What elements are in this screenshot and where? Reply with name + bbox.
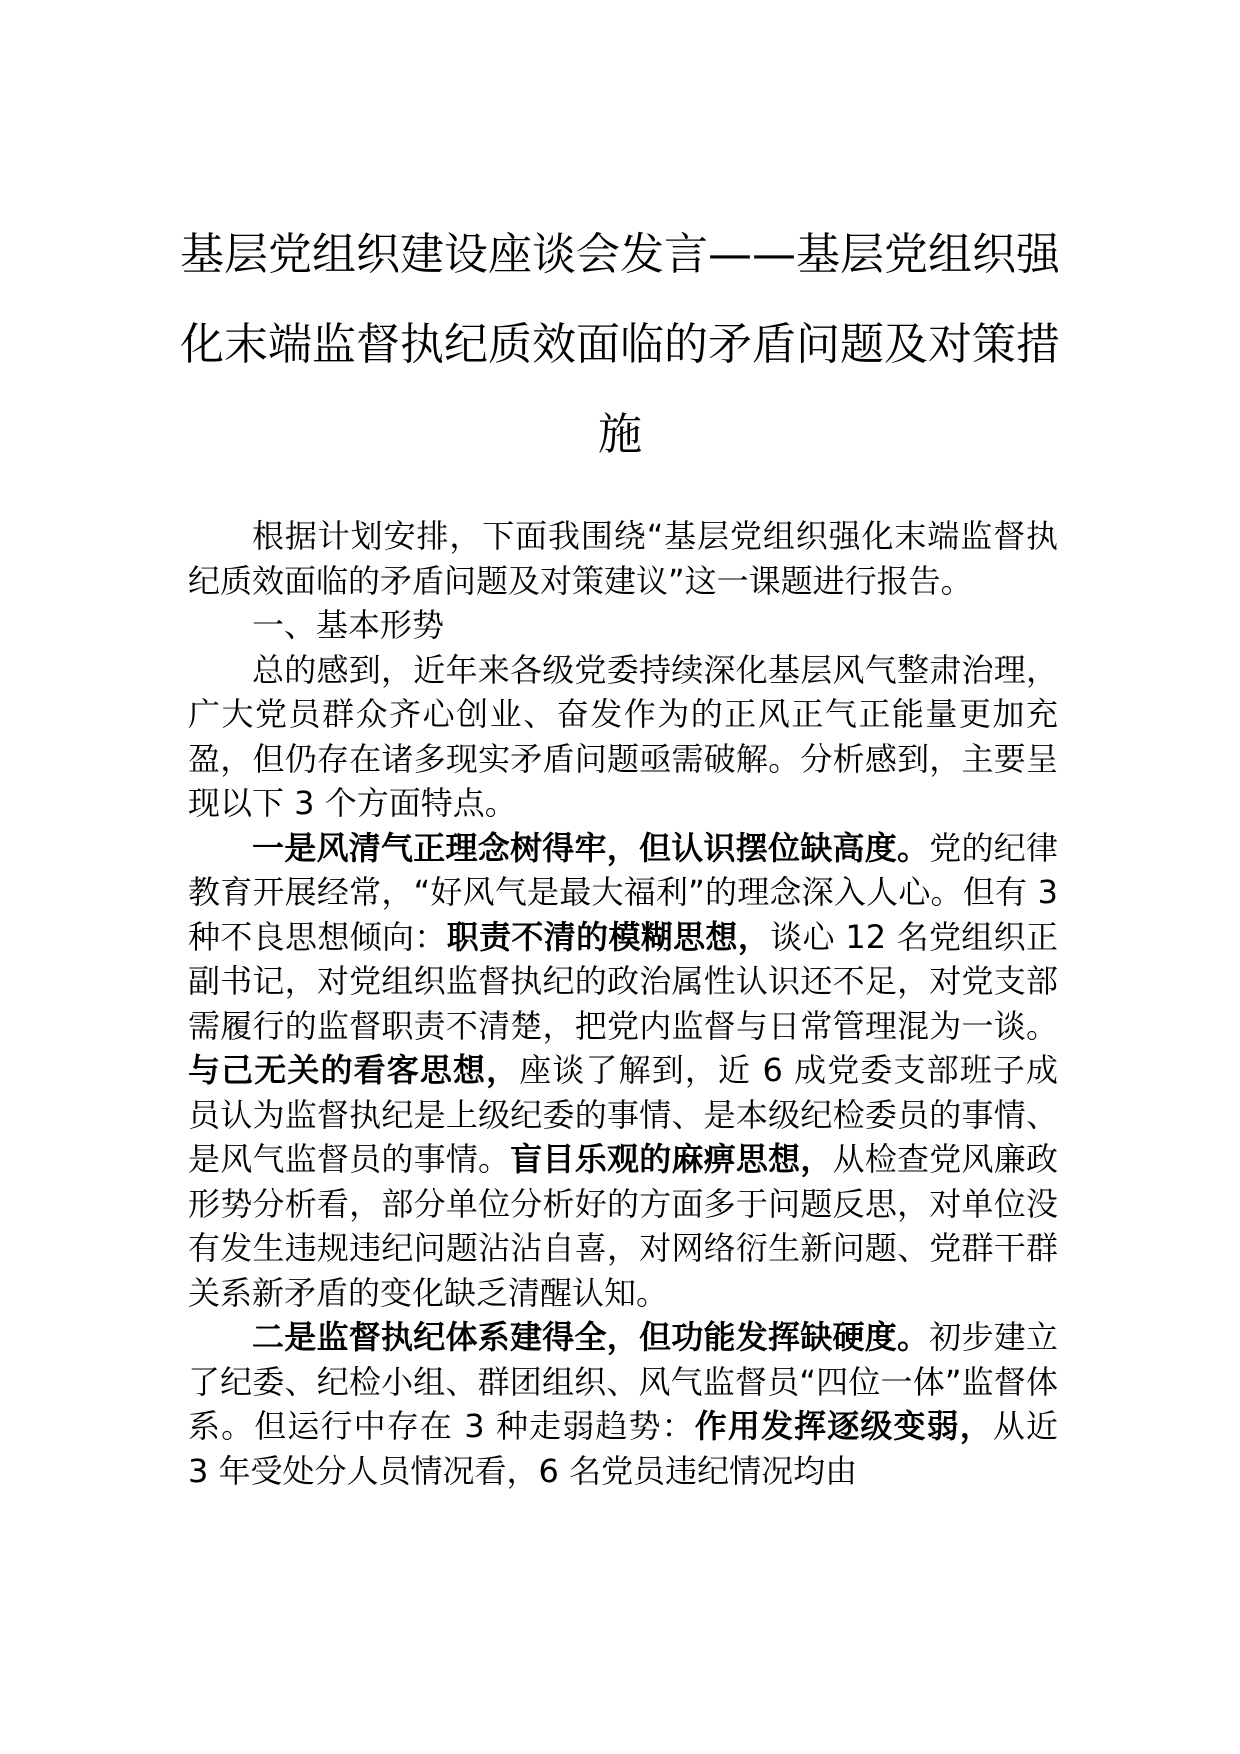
- text-run: 一、基本形势: [252, 606, 445, 644]
- paragraph-point-two: [188, 1315, 1058, 1493]
- text-run: 党的纪律教育开展经常，“好风气是最大福利”的理念深入人心。但有 3 种不良思想倾向：: [188, 828, 1058, 956]
- bold-phrase-vague-thinking: 职责不清的模糊思想，: [446, 917, 771, 956]
- text-run: 座谈了解到，近 6 成党委支部班子成员认为监督执纪是上级纪委的事情、是本级纪检委员的事情、是风气监督员的事情。: [188, 1051, 1058, 1178]
- text-run: 从检查党风廉政形势分析看，部分单位分析好的方面多于问题反思，对单位没有发生违规违纪问题沾沾自喜，对网络衍生新问题、党群干群关系新矛盾的变化缺乏清醒认知。: [188, 1140, 1058, 1312]
- bold-lead-point-one: 一是风清气正理念树得牢，但认识摆位缺高度。: [252, 828, 930, 867]
- bold-phrase-bystander-thinking: 与己无关的看客思想，: [188, 1051, 520, 1089]
- document-title: 基层党组织建设座谈会发言——基层党组织强化末端监督执纪质效面临的矛盾问题及对策措施: [180, 229, 1060, 460]
- paragraph-point-one: [188, 826, 1058, 1316]
- bold-lead-point-two: 二是监督执纪体系建得全，但功能发挥缺硬度。: [252, 1318, 930, 1356]
- bold-phrase-complacent-thinking: 盲目乐观的麻痹思想，: [510, 1140, 833, 1178]
- text-run: 根据计划安排，下面我围绕“基层党组织强化末端监督执纪质效面临的矛盾问题及对策建议”这一课题进行报告。: [188, 517, 1058, 600]
- text-run: 谈心 12 名党组织正副书记，对党组织监督执纪的政治属性认识还不足，对党支部需履行的监督职责不清楚，把党内监督与日常管理混为一谈。: [188, 917, 1058, 1045]
- document-body: [188, 514, 1058, 1493]
- paragraph-intro: [188, 514, 1058, 603]
- paragraph-overview: [188, 648, 1058, 826]
- section-heading-basic-situation: [188, 603, 1058, 648]
- text-run: 初步建立了纪委、纪检小组、群团组织、风气监督员“四位一体”监督体系。但运行中存在 3 种走弱趋势：: [188, 1318, 1058, 1445]
- text-run: 从近 3 年受处分人员情况看，6 名党员违纪情况均由: [188, 1407, 1058, 1490]
- text-run: 总的感到，近年来各级党委持续深化基层风气整肃治理，广大党员群众齐心创业、奋发作为的正风正气正能量更加充盈，但仍存在诸多现实矛盾问题亟需破解。分析感到，主要呈现以下 3 个方面特点。: [188, 650, 1058, 822]
- bold-phrase-weakening-role: 作用发挥逐级变弱，: [694, 1407, 993, 1445]
